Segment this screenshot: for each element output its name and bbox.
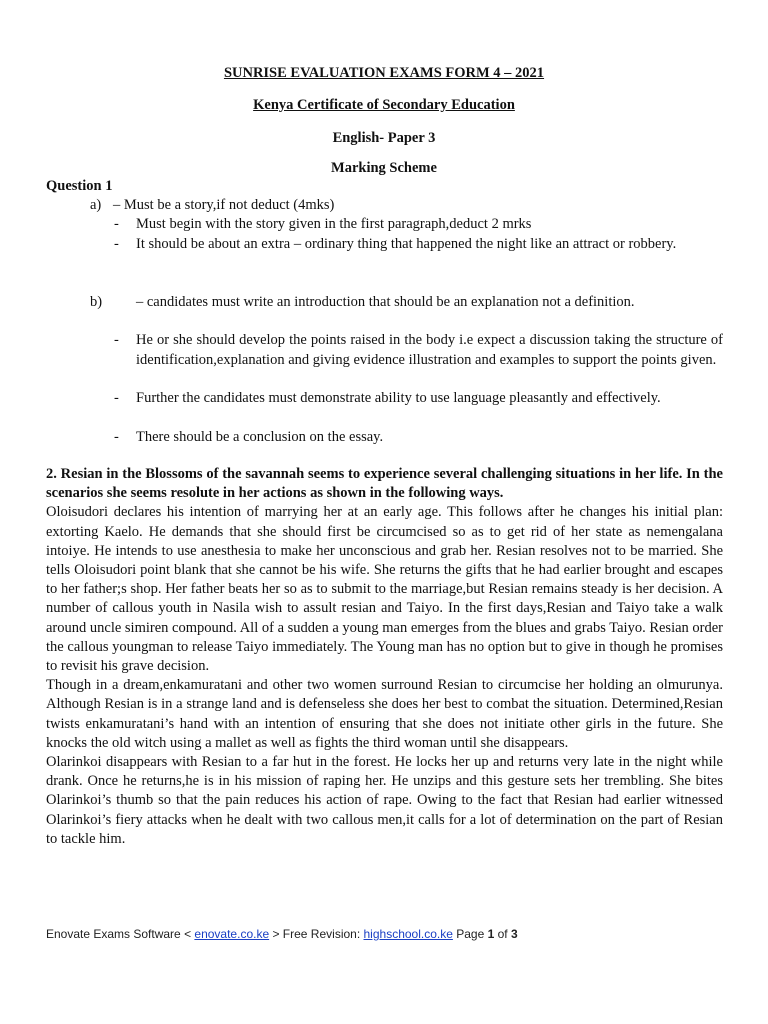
part-b-marker: b): [90, 294, 103, 310]
page-label: Page: [452, 927, 488, 941]
question-2-section: [46, 465, 723, 849]
part-b-bullet-2: Further the candidates must demonstrate ability to use language pleasantly and effectively.: [136, 390, 661, 406]
exam-subtitle-text: Kenya Certificate of Secondary Education: [253, 97, 515, 113]
paper-title: English- Paper 3: [332, 130, 436, 146]
question-2-paragraph-1: Oloisudori declares his intention of marrying her at an early age. This follows after he changes his initial plan: extorting Kaelo. He demands that she should first be circumcised so as to get rid of her state as nemengalana intoiye. He intends to use anesthesia to make her unconscious and grab her. Resian resolves not to be married. She tells Oloisudori point blank that she cannot be his wife. She returns the gifts that he had earlier brought and escapes to her father;s shop. Her father beats her so as to submit to the marriage,but Resian remains steady is her decision. A number of callous youth in Nasila wish to assult resian and Taiyo. In the first days,Resian and Taiyo take a walk around uncle simiren compound. All of a sudden a young man emerges from the blues and grabs Taiyo. Resian order the callous youngman to release Taiyo immediately. The Young man has no option but to give in though he promises to revisit his grave decision.: [46, 504, 723, 675]
part-a-marker: a): [90, 197, 102, 213]
enovate-link[interactable]: enovate.co.ke: [194, 927, 270, 941]
question-1-heading: Question 1: [46, 178, 113, 194]
highschool-link[interactable]: highschool.co.ke: [363, 927, 453, 941]
bullet-dash: -: [114, 236, 119, 252]
footer-prefix: Enovate Exams Software <: [46, 927, 195, 941]
bullet-dash: -: [114, 390, 119, 406]
part-a-bullet-2: It should be about an extra – ordinary thing that happened the night like an attract or robbery.: [136, 236, 677, 252]
scheme-title: Marking Scheme: [331, 160, 437, 176]
question-2-heading: 2. Resian in the Blossoms of the savannah seems to experience several challenging situations in her life. In the scenarios she seems resolute in her actions as shown in the following ways.: [46, 466, 723, 502]
page-number: 1: [487, 927, 495, 941]
bullet-dash: -: [114, 332, 119, 348]
question-2-paragraph-2: Though in a dream,enkamuratani and other two women surround Resian to circumcise her holding an olmurunya. Although Resian is in a strange land and is defenseless she does her best to combat the situation. Determined,Resian twists enkamuratani’s hand with an intention of ensuring that she does not initiate other girls in the future. She knocks the old witch using a mallet as well as fights the third woman until she disappears.: [46, 677, 723, 751]
part-b-bullet-1: He or she should develop the points raised in the body i.e expect a discussion taking the structure of identification,explanation and giving evidence illustration and examples to support the points given.: [136, 332, 723, 368]
of-label: of: [494, 927, 511, 941]
exam-title-text: SUNRISE EVALUATION EXAMS FORM 4 – 2021: [223, 65, 545, 81]
part-b-lead: – candidates must write an introduction that should be an explanation not a definition.: [136, 294, 635, 310]
bullet-dash: -: [114, 216, 119, 232]
part-a-bullet-1: Must begin with the story given in the first paragraph,deduct 2 mrks: [136, 216, 532, 232]
exam-title: [0, 64, 768, 82]
footer-mid: > Free Revision:: [269, 927, 364, 941]
page-footer: [46, 926, 518, 942]
question-2-paragraph-3: Olarinkoi disappears with Resian to a far hut in the forest. He locks her up and returns very late in the night while drank. Once he returns,he is in his mission of raping her. He unzips and this gesture sets her trembling. She bites Olarinkoi’s thumb so that the pain reduces his action of rape. Owing to the fact that Resian had earlier witnessed Olarinkoi’s fiery attacks when he dealt with two callous men,it calls for a lot of determination on the part of Resian to tackle him.: [46, 754, 723, 847]
page-total: 3: [510, 927, 518, 941]
exam-subtitle: [0, 96, 768, 114]
part-b-bullet-3: There should be a conclusion on the essay.: [136, 429, 384, 445]
bullet-dash: -: [114, 429, 119, 445]
part-a-lead: – Must be a story,if not deduct (4mks): [113, 197, 335, 213]
